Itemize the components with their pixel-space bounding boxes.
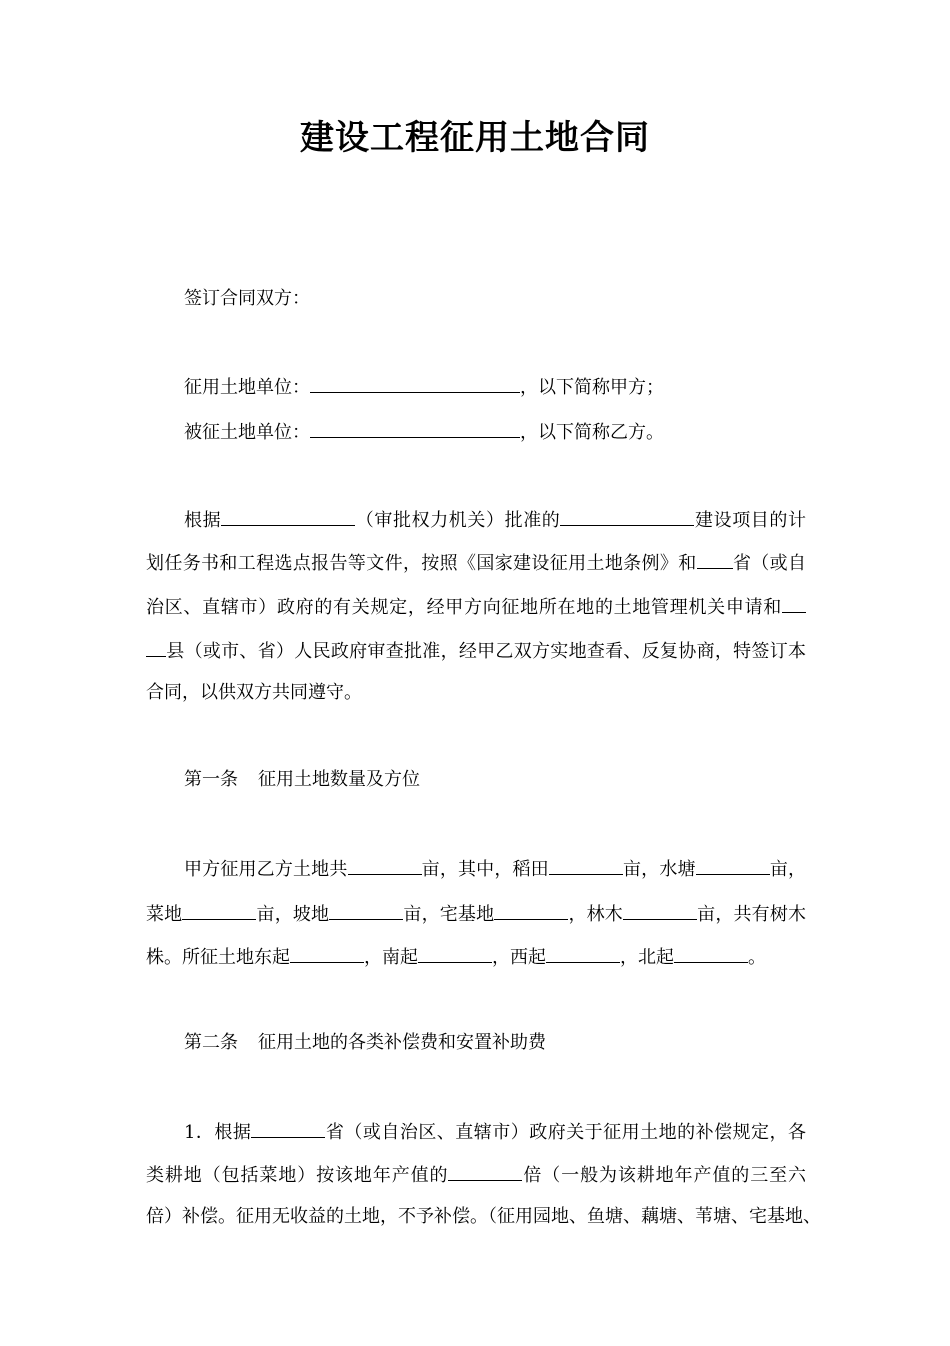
article-text: 亩，共有树木 [696, 904, 807, 925]
article-text: 倍（一般为该耕地年产值的三至六 [522, 1165, 807, 1186]
preamble-text: 省（或自 [732, 553, 807, 574]
party-b-suffix: ，以下简称乙方。 [520, 422, 664, 443]
article-text: ，北起 [620, 947, 674, 968]
preamble-line-4 [146, 636, 806, 665]
west-boundary-blank[interactable] [546, 942, 620, 963]
article-1-line-3 [146, 942, 766, 971]
article-text: 类耕地（包括菜地）按该地年产值的 [146, 1165, 449, 1186]
article-text: 亩，坡地 [256, 904, 330, 925]
north-boundary-blank[interactable] [674, 942, 748, 963]
article-text: ，林木 [568, 904, 623, 925]
project-name-blank[interactable] [560, 505, 694, 526]
pond-area-blank[interactable] [696, 854, 770, 875]
article-1-line-2 [146, 899, 806, 928]
article-1-number: 第一条 [184, 769, 238, 790]
preamble-line-5: 合同，以供双方共同遵守。 [146, 682, 362, 703]
article-text: 亩，水塘 [622, 859, 696, 880]
preamble-line-1 [184, 505, 806, 534]
article-1-line-1 [184, 854, 806, 883]
article-2-heading [184, 1030, 546, 1056]
article-2-line-3: 倍）补偿。征用无收益的土地，不予补偿。（征用园地、鱼塘、藕塘、苇塘、宅基地、 [146, 1206, 821, 1227]
article-1-title: 征用土地数量及方位 [258, 769, 420, 790]
article-text: 亩，其中，稻田 [421, 859, 549, 880]
article-text: 菜地 [146, 904, 183, 925]
preamble-text: 根据 [184, 510, 222, 531]
article-2-line-2 [146, 1160, 806, 1189]
preamble-text: 划任务书和工程选点报告等文件，按照《国家建设征用土地条例》和 [146, 553, 697, 574]
article-text: 省（或自治区、直辖市）政府关于征用土地的补偿规定，各 [325, 1122, 807, 1143]
article-text: 亩， [769, 859, 807, 880]
party-a-suffix: ，以下简称甲方； [520, 377, 664, 398]
preamble-line-3 [146, 592, 806, 621]
article-text: 1．根据 [184, 1122, 252, 1143]
preamble-text: 治区、直辖市）政府的有关规定，经甲方向征地所在地的土地管理机关申请和 [146, 597, 782, 618]
article-2-line-1 [184, 1117, 806, 1146]
forest-area-blank[interactable] [623, 899, 697, 920]
total-area-blank[interactable] [348, 854, 422, 875]
county-blank-part2[interactable] [146, 636, 166, 657]
article-text: ，南起 [364, 947, 418, 968]
document-title: 建设工程征用土地合同 [300, 118, 650, 158]
article-2-number: 第二条 [184, 1032, 238, 1053]
party-b-label: 被征土地单位： [184, 422, 310, 443]
province-blank[interactable] [697, 548, 733, 569]
contract-parties-intro: 签订合同双方： [184, 288, 310, 309]
party-b-line [184, 417, 664, 446]
article-2-title: 征用土地的各类补偿费和安置补助费 [258, 1032, 546, 1053]
vegetable-area-blank[interactable] [182, 899, 256, 920]
preamble-line-2 [146, 548, 806, 577]
article-text: 甲方征用乙方土地共 [184, 859, 348, 880]
paddy-area-blank[interactable] [549, 854, 623, 875]
party-a-blank[interactable] [310, 372, 520, 393]
article-text: 株。所征土地东起 [146, 947, 290, 968]
article-text: ，西起 [492, 947, 546, 968]
approval-authority-blank[interactable] [221, 505, 355, 526]
south-boundary-blank[interactable] [418, 942, 492, 963]
east-boundary-blank[interactable] [290, 942, 364, 963]
article-text: 亩，宅基地 [403, 904, 495, 925]
article-1-heading [184, 767, 420, 793]
party-b-blank[interactable] [310, 417, 520, 438]
compensation-multiple-blank[interactable] [448, 1160, 522, 1181]
homestead-area-blank[interactable] [494, 899, 568, 920]
preamble-text: （审批权力机关）批准的 [355, 510, 561, 531]
preamble-text: 县（或市、省）人民政府审查批准，经甲乙双方实地查看、反复协商，特签订本 [166, 641, 806, 662]
county-blank-part1[interactable] [782, 592, 806, 613]
slope-area-blank[interactable] [329, 899, 403, 920]
party-a-label: 征用土地单位： [184, 377, 310, 398]
preamble-text: 建设项目的计 [694, 510, 807, 531]
compensation-province-blank[interactable] [251, 1117, 325, 1138]
party-a-line [184, 372, 664, 401]
article-text: 。 [748, 947, 766, 968]
